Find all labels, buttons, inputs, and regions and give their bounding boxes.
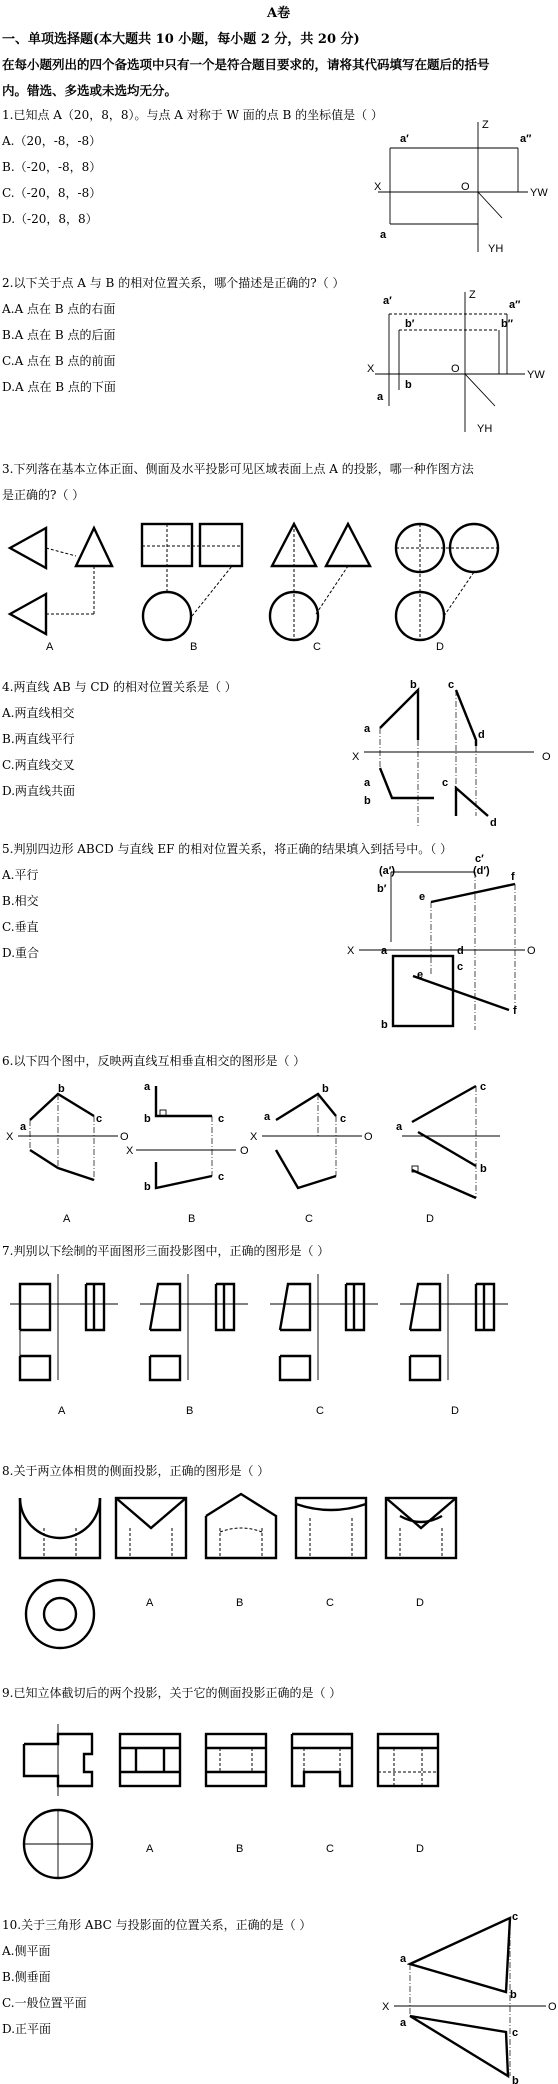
option-a[interactable]: A.两直线相交 <box>2 706 75 720</box>
option-b[interactable]: B.相交 <box>2 894 39 908</box>
option-d[interactable]: D.（-20，8，8） <box>2 212 98 226</box>
option-c[interactable]: C.（-20，8，-8） <box>2 186 102 200</box>
svg-text:O: O <box>461 181 470 193</box>
svg-text:O: O <box>548 2001 557 2013</box>
svg-text:b: b <box>144 1181 151 1193</box>
choice-a[interactable]: A <box>146 1597 154 1609</box>
option-d[interactable]: D.重合 <box>2 946 40 960</box>
svg-text:b: b <box>58 1083 65 1095</box>
option-c[interactable]: C.A 点在 B 点的前面 <box>2 354 116 368</box>
svg-text:e: e <box>419 891 426 903</box>
svg-text:c′: c′ <box>475 853 484 865</box>
choice-d[interactable]: D <box>416 1843 424 1855</box>
option-a[interactable]: A.侧平面 <box>2 1944 51 1958</box>
question-4-figure <box>350 676 558 836</box>
section-title: 一、单项选择题(本大题共 10 小题，每小题 2 分，共 20 分) <box>2 32 360 47</box>
choice-a[interactable]: A <box>146 1843 154 1855</box>
svg-text:O: O <box>240 1145 249 1157</box>
choice-d[interactable]: D <box>451 1405 459 1417</box>
choice-c[interactable]: C <box>316 1405 324 1417</box>
svg-text:b″: b″ <box>501 318 513 330</box>
svg-text:X: X <box>126 1145 134 1157</box>
choice-c[interactable]: C <box>305 1213 313 1225</box>
svg-text:c: c <box>457 961 464 973</box>
svg-text:c: c <box>512 1911 519 1923</box>
svg-text:b: b <box>322 1083 329 1095</box>
option-a[interactable]: A.（20，-8，-8） <box>2 134 102 148</box>
svg-text:e: e <box>417 969 424 981</box>
question-stem: 4.两直线 AB 与 CD 的相对位置关系是（ ） <box>2 680 237 694</box>
option-b[interactable]: B.侧垂面 <box>2 1970 51 1984</box>
svg-text:X: X <box>374 181 382 193</box>
svg-text:YW: YW <box>530 187 548 199</box>
svg-text:YH: YH <box>488 243 504 255</box>
question-stem: 2.以下关于点 A 与 B 的相对位置关系，哪个描述是正确的?（ ） <box>2 276 345 290</box>
svg-text:a: a <box>400 1953 407 1965</box>
svg-text:YW: YW <box>527 369 545 381</box>
svg-text:c: c <box>218 1171 225 1183</box>
choice-b[interactable]: B <box>188 1213 196 1225</box>
svg-text:X: X <box>352 751 360 763</box>
choice-b[interactable]: B <box>236 1597 244 1609</box>
svg-text:O: O <box>364 1131 373 1143</box>
question-9-figures <box>0 1720 558 1885</box>
svg-text:f: f <box>511 871 515 883</box>
svg-text:c: c <box>96 1113 103 1125</box>
question-stem: 7.判别以下绘制的平面图形三面投影图中，正确的图形是（ ） <box>2 1244 330 1258</box>
choice-d[interactable]: D <box>426 1213 434 1225</box>
page-title: A卷 <box>267 6 291 21</box>
svg-text:d: d <box>478 729 485 741</box>
svg-text:O: O <box>542 751 551 763</box>
svg-text:a: a <box>20 1121 27 1133</box>
svg-text:a: a <box>396 1121 403 1133</box>
svg-text:b′: b′ <box>405 318 415 330</box>
section-instruction-line1: 在每小题列出的四个备选项中只有一个是符合题目要求的，请将其代码填写在题后的括号 <box>2 57 490 72</box>
choice-d[interactable]: D <box>416 1597 424 1609</box>
question-stem-line1: 3.下列落在基本立体正面、侧面及水平投影可见区域表面上点 A 的投影，哪一种作图方法 <box>2 462 474 476</box>
question-stem-line2: 是正确的?（ ） <box>2 488 85 502</box>
svg-text:X: X <box>382 2001 390 2013</box>
option-b[interactable]: B.A 点在 B 点的后面 <box>2 328 116 342</box>
svg-text:a: a <box>381 945 388 957</box>
option-b[interactable]: B.两直线平行 <box>2 732 75 746</box>
svg-text:X: X <box>347 945 355 957</box>
question-stem: 5.判别四边形 ABCD 与直线 EF 的相对位置关系，将正确的结果填入到括号中。（ ） <box>2 842 453 856</box>
svg-text:a: a <box>380 229 387 241</box>
option-a[interactable]: A.A 点在 B 点的右面 <box>2 302 116 316</box>
svg-text:b′: b′ <box>377 883 387 895</box>
svg-text:(d′): (d′) <box>473 865 490 877</box>
svg-text:Z: Z <box>482 119 489 131</box>
option-d[interactable]: D.两直线共面 <box>2 784 76 798</box>
choice-a[interactable]: A <box>46 641 54 653</box>
svg-text:X: X <box>367 363 375 375</box>
svg-text:a: a <box>377 391 384 403</box>
option-a[interactable]: A.平行 <box>2 868 39 882</box>
svg-text:a″: a″ <box>520 133 532 145</box>
choice-c[interactable]: C <box>326 1843 334 1855</box>
svg-text:YH: YH <box>477 423 493 435</box>
svg-text:a″: a″ <box>509 299 521 311</box>
section-instruction-line2: 内。错选、多选或未选均无分。 <box>2 83 178 98</box>
svg-text:b: b <box>480 1163 487 1175</box>
option-d[interactable]: D.正平面 <box>2 2022 52 2036</box>
question-3-figures <box>0 510 558 655</box>
question-1-figure <box>370 112 558 257</box>
choice-a[interactable]: A <box>63 1213 71 1225</box>
svg-text:c: c <box>442 777 449 789</box>
svg-text:c: c <box>512 2027 519 2039</box>
svg-text:c: c <box>448 679 455 691</box>
svg-text:b: b <box>510 1989 517 2001</box>
svg-text:X: X <box>250 1131 258 1143</box>
svg-text:b: b <box>381 1019 388 1031</box>
choice-b[interactable]: B <box>236 1843 244 1855</box>
svg-text:c: c <box>218 1113 225 1125</box>
option-b[interactable]: B.（-20，-8，8） <box>2 160 102 174</box>
choice-c[interactable]: C <box>326 1597 334 1609</box>
svg-text:a: a <box>264 1111 271 1123</box>
svg-text:X: X <box>6 1131 14 1143</box>
svg-text:a: a <box>364 723 371 735</box>
question-stem: 6.以下四个图中，反映两直线互相垂直相交的图形是（ ） <box>2 1054 306 1068</box>
svg-text:f: f <box>513 1005 517 1017</box>
question-6-figures <box>0 1076 558 1206</box>
svg-text:a′: a′ <box>400 133 409 145</box>
option-d[interactable]: D.A 点在 B 点的下面 <box>2 380 116 394</box>
option-c[interactable]: C.两直线交叉 <box>2 758 75 772</box>
svg-text:(a′): (a′) <box>379 865 396 877</box>
svg-text:a′: a′ <box>383 295 392 307</box>
question-stem: 1.已知点 A（20，8，8）。与点 A 对称于 W 面的点 B 的坐标值是（ ） <box>2 108 383 122</box>
svg-text:d: d <box>457 945 464 957</box>
question-2-figure <box>365 282 558 442</box>
svg-text:b: b <box>410 679 417 691</box>
question-stem: 8.关于两立体相贯的侧面投影，正确的图形是（ ） <box>2 1464 270 1478</box>
svg-text:a: a <box>144 1081 151 1093</box>
svg-text:O: O <box>451 363 460 375</box>
svg-text:b: b <box>405 379 412 391</box>
svg-text:b: b <box>144 1113 151 1125</box>
choice-c[interactable]: C <box>313 641 321 653</box>
question-stem: 9.已知立体截切后的两个投影，关于它的侧面投影正确的是（ ） <box>2 1686 342 1700</box>
svg-text:b: b <box>512 2075 519 2084</box>
question-10-figure <box>380 1906 558 2084</box>
svg-text:d: d <box>490 817 497 829</box>
choice-d[interactable]: D <box>436 641 444 653</box>
question-7-figures <box>0 1270 558 1390</box>
svg-text:b: b <box>364 795 371 807</box>
svg-text:Z: Z <box>469 289 476 301</box>
svg-text:c: c <box>480 1081 487 1093</box>
question-5-figure <box>345 850 558 1040</box>
svg-text:a: a <box>400 2017 407 2029</box>
svg-text:O: O <box>120 1131 129 1143</box>
choice-b[interactable]: B <box>186 1405 194 1417</box>
svg-text:c: c <box>340 1113 347 1125</box>
option-c[interactable]: C.垂直 <box>2 920 39 934</box>
svg-text:a: a <box>364 777 371 789</box>
svg-text:O: O <box>527 945 536 957</box>
choice-a[interactable]: A <box>58 1405 66 1417</box>
question-8-figures <box>0 1488 558 1648</box>
option-c[interactable]: C.一般位置平面 <box>2 1996 87 2010</box>
choice-b[interactable]: B <box>190 641 198 653</box>
question-stem: 10.关于三角形 ABC 与投影面的位置关系，正确的是（ ） <box>2 1918 312 1932</box>
